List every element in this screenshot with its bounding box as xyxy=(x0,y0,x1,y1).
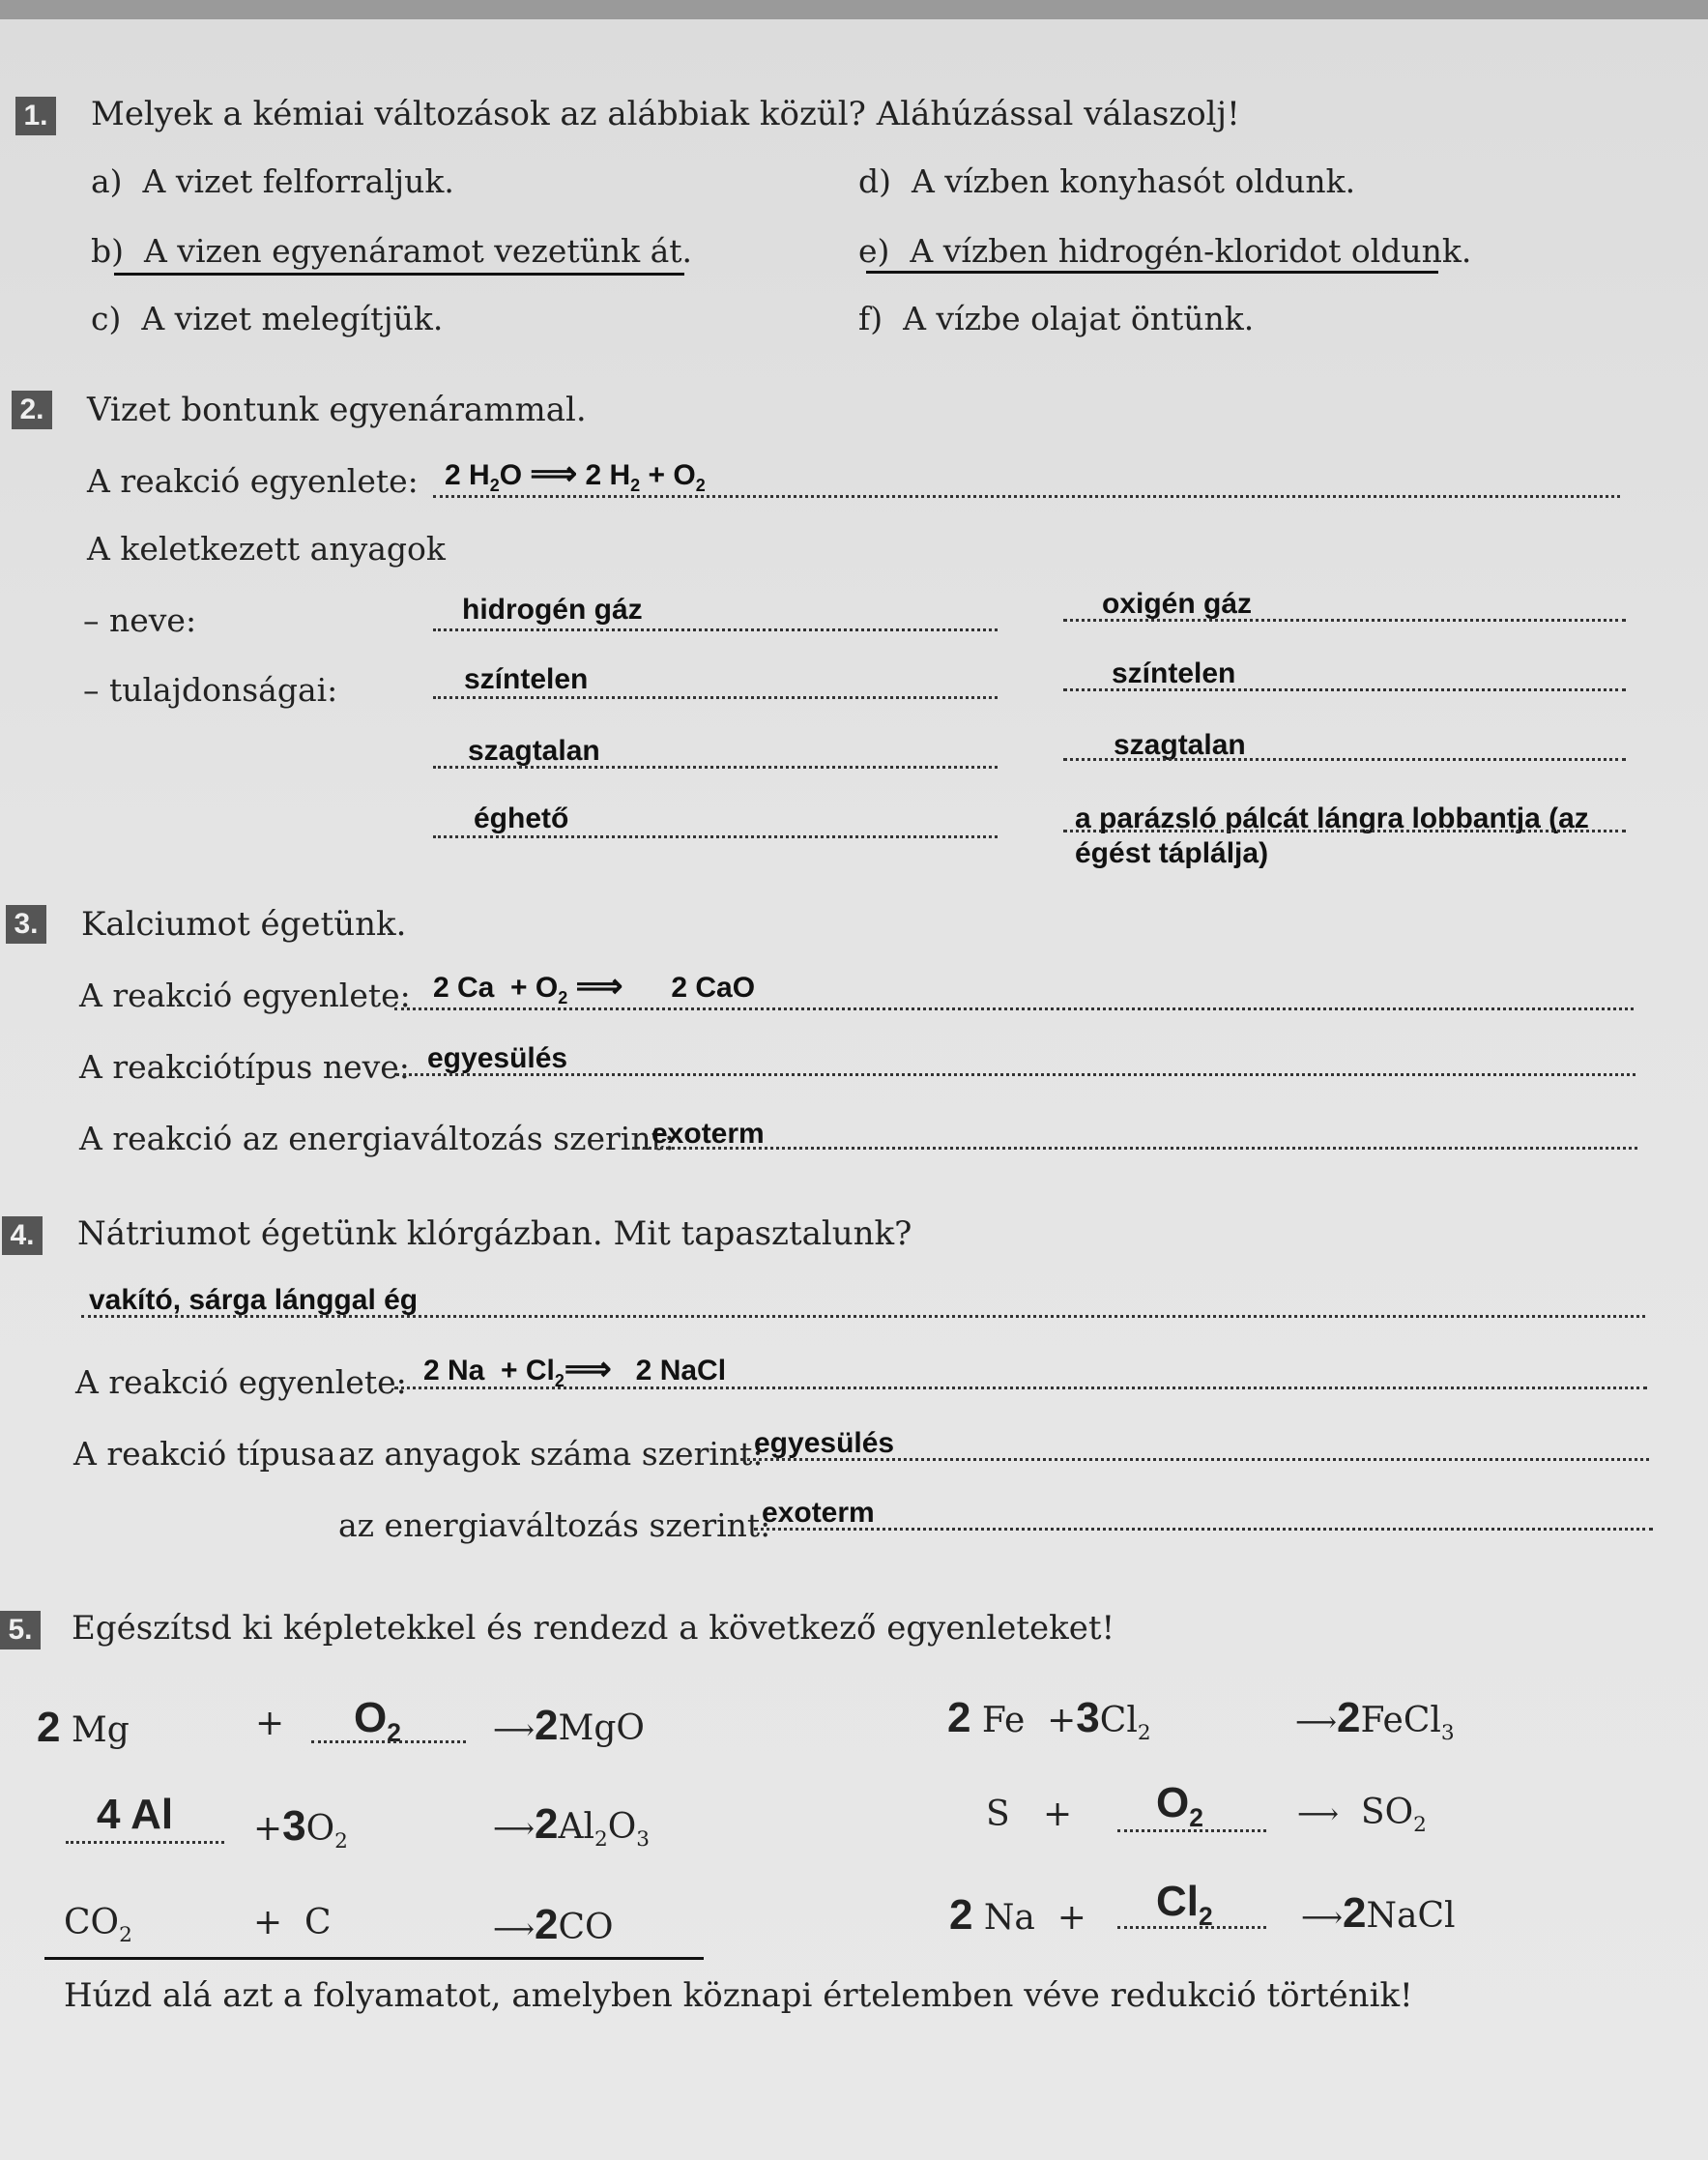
q4-energy-answer: exoterm xyxy=(762,1497,875,1529)
question-3-text: Kalciumot égetünk. xyxy=(81,905,407,944)
q4-equation-answer: 2 $Na + Cl_2⟹$ 2 NaCl xyxy=(423,1351,727,1390)
q5-eq3-product: $⟶2Al_2O_3$ xyxy=(493,1800,651,1853)
option-text: A vízben konyhasót oldunk. xyxy=(911,162,1356,200)
q2-prop-right-2-line xyxy=(1063,758,1626,761)
question-2-text: Vizet bontunk egyenárammal. xyxy=(87,391,587,429)
option-text: A vízbe olajat öntünk. xyxy=(903,300,1255,337)
q4-energy-label: az energiaváltozás szerint: xyxy=(338,1506,771,1544)
q4-equation-line xyxy=(394,1386,1647,1389)
question-1-number: 1. xyxy=(15,97,56,135)
q2-prop-left-1: színtelen xyxy=(464,663,589,695)
q3-equation-line xyxy=(394,1007,1634,1010)
q5-eq5-plus: + C xyxy=(253,1903,332,1942)
q1-option-c xyxy=(91,300,443,337)
q5-eq4: S + xyxy=(986,1795,1073,1834)
q5-eq5-product: ⟶2CO xyxy=(493,1901,614,1948)
q5-eq3-fill: 4 Al xyxy=(97,1791,174,1838)
page-top-edge xyxy=(0,0,1708,19)
q3-type-label: A reakciótípus neve: xyxy=(79,1048,410,1086)
q1-option-b xyxy=(91,232,692,270)
q5-eq3-reactant: $+3O_2$ xyxy=(253,1802,348,1854)
q5-eq6: 2 Na + xyxy=(949,1891,1086,1939)
q5-eq6-fill: $Cl_2$ xyxy=(1156,1878,1213,1931)
q5-eq2-product: ⟶2FeCl$_3$ xyxy=(1295,1694,1455,1746)
q1-option-f xyxy=(858,300,1254,337)
q2-name-label: – neve: xyxy=(83,601,197,639)
option-text: A vizet melegítjük. xyxy=(141,300,444,337)
q5-eq4-fill: $O_2$ xyxy=(1156,1779,1203,1832)
q3-type-answer: egyesülés xyxy=(427,1042,568,1074)
option-label: e) xyxy=(858,232,890,270)
q2-props-label: – tulajdonságai: xyxy=(83,671,338,709)
q5-eq6-product: ⟶2NaCl xyxy=(1301,1889,1456,1937)
q5-eq1-fill: $O_2$ xyxy=(354,1694,401,1747)
q3-energy-label: A reakció az energiaváltozás szerint: xyxy=(79,1120,675,1157)
q2-equation-line xyxy=(433,495,1620,498)
q4-observation: vakító, sárga lánggal ég xyxy=(89,1284,419,1316)
q5-eq6-fill-line xyxy=(1117,1926,1266,1929)
q2-equation-label: A reakció egyenlete: xyxy=(87,462,419,500)
q5-eq1: 2 Mg xyxy=(37,1704,130,1751)
question-1-text: Melyek a kémiai változások az alábbiak közül? Aláhúzással válaszolj! xyxy=(91,95,1240,133)
q2-prop-left-2-line xyxy=(433,766,998,769)
option-label: c) xyxy=(91,300,122,337)
q1-option-a xyxy=(91,162,454,200)
q2-prop-right-1: színtelen xyxy=(1112,657,1236,689)
question-4-text: Nátriumot égetünk klórgázban. Mit tapasztalunk? xyxy=(77,1214,912,1253)
q3-equation-label: A reakció egyenlete: xyxy=(79,977,411,1014)
q3-energy-answer: exoterm xyxy=(651,1118,765,1150)
question-3-number: 3. xyxy=(6,905,46,944)
q2-prop-left-1-line xyxy=(433,696,998,699)
q5-footer-instruction: Húzd alá azt a folyamatot, amelyben köznapi értelemben véve redukció történik! xyxy=(64,1976,1413,2015)
q5-eq1-plus: + xyxy=(255,1704,285,1743)
q3-type-line xyxy=(396,1073,1636,1076)
q2-prop-right-2: szagtalan xyxy=(1114,729,1246,761)
question-5-number: 5. xyxy=(0,1611,41,1649)
q2-prop-right-3-line xyxy=(1063,830,1626,832)
q4-energy-line xyxy=(754,1528,1653,1531)
option-text: A vizen egyenáramot vezetünk át. xyxy=(143,232,693,270)
option-text: A vizet felforraljuk. xyxy=(142,162,454,200)
q5-eq3-fill-line xyxy=(66,1841,224,1844)
q2-prop-right-3b: égést táplálja) xyxy=(1075,837,1269,869)
q4-count-label: az anyagok száma szerint: xyxy=(338,1435,764,1473)
q1-option-e xyxy=(858,232,1471,270)
q5-eq5: $CO_2$ xyxy=(64,1903,132,1948)
q2-name-right: oxigén gáz xyxy=(1102,588,1253,620)
q3-equation-answer: 2 $Ca + O_2$ ⟹ 2 CaO xyxy=(433,968,756,1007)
q2-name-left: hidrogén gáz xyxy=(462,594,643,626)
q4-equation-label: A reakció egyenlete: xyxy=(75,1363,407,1401)
q3-energy-line xyxy=(632,1147,1637,1150)
question-2-number: 2. xyxy=(12,391,52,429)
option-label: d) xyxy=(858,162,891,200)
q2-name-left-line xyxy=(433,628,998,631)
q5-eq4-fill-line xyxy=(1117,1829,1266,1832)
q5-eq1-fill-line xyxy=(311,1740,466,1743)
option-label: f) xyxy=(858,300,883,337)
q5-eq2: 2 $Fe +3Cl_2$ xyxy=(947,1694,1151,1746)
q5-eq4-product: ⟶ $SO_2$ xyxy=(1297,1793,1427,1838)
q4-count-line xyxy=(740,1458,1649,1461)
question-5-text: Egészítsd ki képletekkel és rendezd a következő egyenleteket! xyxy=(72,1609,1115,1648)
q4-count-answer: egyesülés xyxy=(754,1427,895,1459)
q4-observation-line xyxy=(81,1315,1645,1318)
option-label: a) xyxy=(91,162,123,200)
q2-name-right-line xyxy=(1063,619,1626,622)
q2-prop-left-3-line xyxy=(433,835,998,838)
q2-equation-answer: 2 $H_2O$ ⟹ 2 $H_2 + O_2$ xyxy=(445,455,706,495)
q4-type-label: A reakció típusa xyxy=(73,1435,336,1473)
q5-eq5-underline xyxy=(44,1957,704,1960)
q2-prop-left-2: szagtalan xyxy=(468,735,600,767)
q1-option-d xyxy=(858,162,1355,200)
question-4-number: 4. xyxy=(2,1216,43,1255)
q5-eq1-product: ⟶2MgO xyxy=(493,1702,645,1749)
option-text: A vízben hidrogén-kloridot oldunk. xyxy=(910,232,1472,270)
q2-products-label: A keletkezett anyagok xyxy=(87,530,446,568)
q1-b-underline xyxy=(114,273,684,276)
q2-prop-left-3: éghető xyxy=(474,803,569,834)
q2-prop-right-3a: a parázsló pálcát lángra lobbantja (az xyxy=(1075,803,1589,834)
q2-prop-right-1-line xyxy=(1063,688,1626,691)
option-label: b) xyxy=(91,232,124,270)
q1-e-underline xyxy=(866,271,1438,274)
